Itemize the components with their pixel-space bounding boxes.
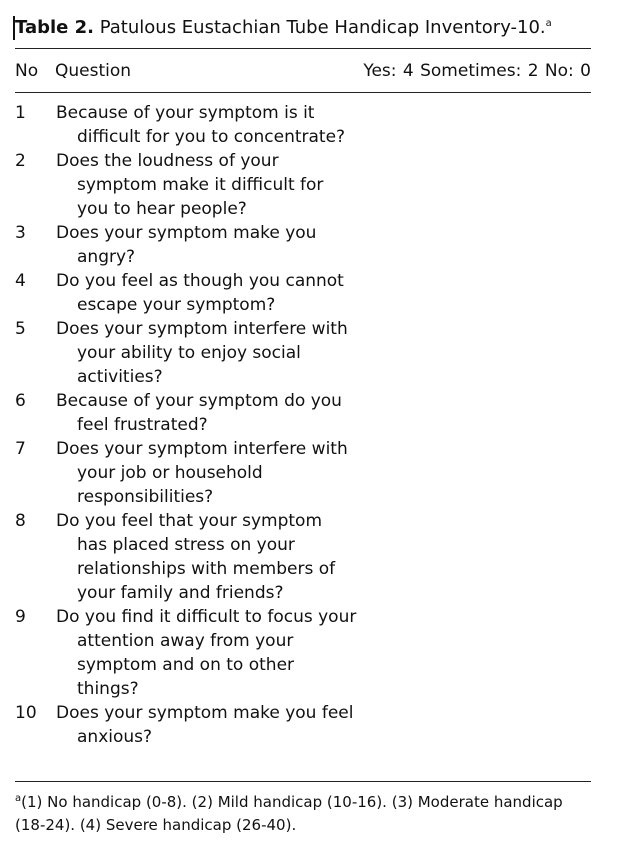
table-header (15, 59, 591, 83)
table-row (15, 269, 591, 317)
row-number: 3 (15, 223, 26, 243)
bottom-rule (15, 781, 591, 782)
table-row (15, 389, 591, 437)
table-row (15, 101, 591, 149)
row-number: 9 (15, 607, 26, 627)
table-row (15, 509, 591, 605)
row-number: 7 (15, 439, 26, 459)
table-row (15, 317, 591, 389)
table-footnote (15, 791, 595, 837)
footnote-text: (1) No handicap (0-8). (2) Mild handicap (10-16). (3) Moderate handicap (18-24). (4) Severe handicap (26-40). (15, 793, 563, 834)
row-question: Does your symptom interfere with your job or household responsibilities? (56, 439, 348, 507)
row-question: Does your symptom interfere with your ability to enjoy social activities? (56, 319, 348, 387)
row-number: 4 (15, 271, 26, 291)
caption-note-marker: a (545, 18, 552, 29)
table-body (15, 101, 591, 749)
table-title (15, 16, 591, 40)
row-number: 5 (15, 319, 26, 339)
header-scale: Yes: 4 Sometimes: 2 No: 0 (363, 61, 591, 81)
table-row (15, 149, 591, 221)
row-question: Because of your symptom do you feel frustrated? (56, 391, 342, 435)
row-number: 6 (15, 391, 26, 411)
table-row (15, 605, 591, 701)
table-row (15, 701, 591, 749)
header-rule (15, 92, 591, 93)
header-no: No (15, 61, 39, 81)
row-number: 8 (15, 511, 26, 531)
header-question: Question (55, 61, 132, 81)
row-number: 10 (15, 703, 37, 723)
row-question: Does the loudness of your symptom make it difficult for you to hear people? (56, 151, 324, 219)
row-question: Does your symptom make you angry? (56, 223, 317, 267)
row-question: Do you feel that your symptom has placed stress on your relationships with members of your family and friends? (56, 511, 336, 603)
top-rule (15, 48, 591, 49)
table-row (15, 221, 591, 269)
row-number: 2 (15, 151, 26, 171)
footnote-marker: a (15, 793, 22, 804)
row-question: Because of your symptom is it difficult for you to concentrate? (56, 103, 346, 147)
row-number: 1 (15, 103, 26, 123)
row-question: Do you find it difficult to focus your attention away from your symptom and on to other things? (56, 607, 357, 699)
table-label: Table 2. (15, 17, 94, 38)
row-question: Do you feel as though you cannot escape your symptom? (56, 271, 344, 315)
table-row (15, 437, 591, 509)
row-question: Does your symptom make you feel anxious? (56, 703, 354, 747)
table-caption: Patulous Eustachian Tube Handicap Inventory-10. (99, 17, 546, 38)
